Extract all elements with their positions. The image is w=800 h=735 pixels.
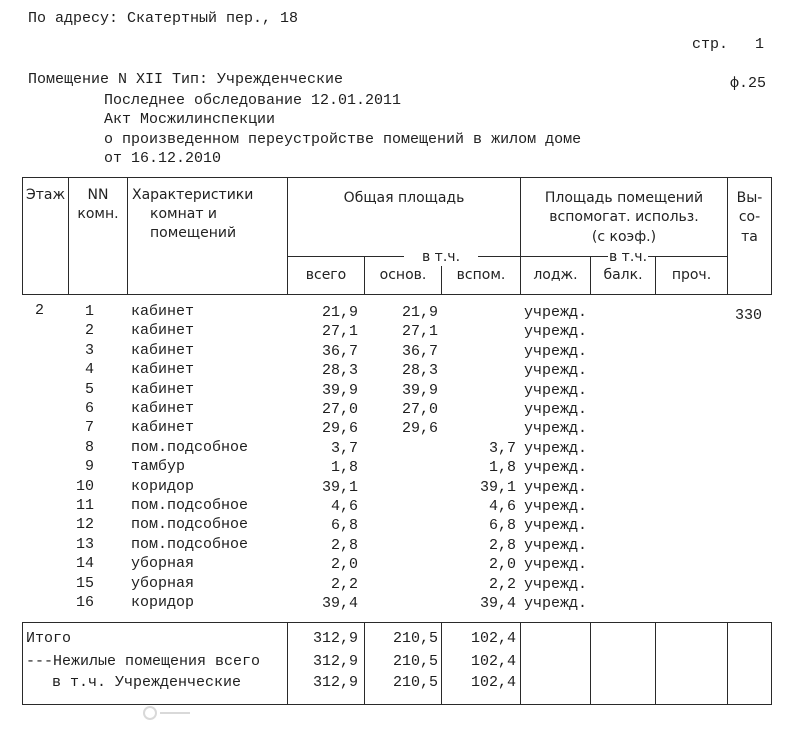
area-total: 2,8 — [330, 537, 358, 554]
totals-area-main: 210,5 — [392, 674, 438, 691]
col-height-3: та — [741, 229, 758, 245]
col-incl-1: в т.ч. — [404, 248, 478, 266]
area-aux: 2,0 — [488, 556, 516, 573]
last-inspection: Последнее обследование 12.01.2011 — [104, 92, 402, 109]
room-name: пом.подсобное — [131, 516, 249, 533]
area-main: 36,7 — [401, 343, 438, 360]
room-name: пом.подсобное — [131, 536, 249, 553]
area-aux: 2,2 — [488, 576, 516, 593]
room-name: кабинет — [131, 361, 195, 378]
floor-value: 2 — [35, 302, 45, 319]
room-number: 10 — [75, 478, 94, 495]
room-number: 9 — [84, 458, 94, 475]
area-aux: 1,8 — [488, 459, 516, 476]
area-aux: 3,7 — [488, 440, 516, 457]
totals-label: Итого — [26, 630, 72, 647]
col-total-area: Общая площадь — [343, 190, 465, 206]
area-aux: 39,1 — [479, 479, 516, 496]
totals-label: ---Нежилые помещения всего — [26, 653, 261, 670]
room-type: учрежд. — [524, 343, 588, 360]
room-name: коридор — [131, 594, 195, 611]
form-code: ф.25 — [730, 75, 767, 92]
col-balcony: балк. — [603, 267, 643, 283]
totals-area-main: 210,5 — [392, 653, 438, 670]
area-main: 28,3 — [401, 362, 438, 379]
room-type: учрежд. — [524, 517, 588, 534]
col-other: проч. — [671, 267, 712, 283]
col-aux: вспом. — [456, 267, 506, 283]
area-total: 29,6 — [321, 420, 358, 437]
room-type: учрежд. — [524, 537, 588, 554]
totals-area-aux: 102,4 — [470, 674, 516, 691]
room-number: 2 — [84, 322, 94, 339]
room-name: кабинет — [131, 303, 195, 320]
col-loggia: лодж. — [533, 267, 578, 283]
area-main: 29,6 — [401, 420, 438, 437]
room-number: 8 — [84, 439, 94, 456]
area-total: 21,9 — [321, 304, 358, 321]
height-value: 330 — [735, 307, 763, 324]
room-type: учрежд. — [524, 304, 588, 321]
room-name: кабинет — [131, 400, 195, 417]
col-height-2: со- — [738, 209, 761, 225]
totals-area-aux: 102,4 — [470, 653, 516, 670]
area-total: 28,3 — [321, 362, 358, 379]
room-name: кабинет — [131, 342, 195, 359]
col-height-1: Вы- — [736, 190, 763, 206]
room-name: уборная — [131, 575, 195, 592]
area-aux: 4,6 — [488, 498, 516, 515]
col-main: основ. — [379, 267, 427, 283]
page-number: стр. 1 — [692, 36, 765, 53]
room-name: кабинет — [131, 419, 195, 436]
room-name: пом.подсобное — [131, 497, 249, 514]
col-aux-area-2: вспомогат. использ. — [549, 209, 699, 225]
area-total: 36,7 — [321, 343, 358, 360]
room-name: коридор — [131, 478, 195, 495]
area-aux: 39,4 — [479, 595, 516, 612]
room-number: 16 — [75, 594, 94, 611]
area-total: 27,0 — [321, 401, 358, 418]
area-total: 39,9 — [321, 382, 358, 399]
col-floor: Этаж — [25, 187, 66, 203]
room-type: учрежд. — [524, 595, 588, 612]
room-type: учрежд. — [524, 556, 588, 573]
room-type: учрежд. — [524, 576, 588, 593]
room-type: учрежд. — [524, 420, 588, 437]
act-subject: о произведенном переустройстве помещений в жилом доме — [104, 131, 582, 148]
room-type: учрежд. — [524, 459, 588, 476]
room-name: уборная — [131, 555, 195, 572]
room-type: учрежд. — [524, 362, 588, 379]
area-total: 4,6 — [330, 498, 358, 515]
area-total: 2,2 — [330, 576, 358, 593]
totals-area-total: 312,9 — [312, 674, 358, 691]
room-number: 1 — [84, 303, 94, 320]
area-total: 27,1 — [321, 323, 358, 340]
room-number: 11 — [75, 497, 94, 514]
room-type: учрежд. — [524, 382, 588, 399]
room-type: учрежд. — [524, 440, 588, 457]
room-type: учрежд. — [524, 498, 588, 515]
room-number: 14 — [75, 555, 94, 572]
room-number: 3 — [84, 342, 94, 359]
col-incl-2: в т.ч. — [608, 249, 648, 265]
col-aux-area-3: (с коэф.) — [591, 229, 657, 245]
room-number: 6 — [84, 400, 94, 417]
room-number: 12 — [75, 516, 94, 533]
col-char-2: комнат и — [150, 206, 218, 222]
col-room-no-2: комн. — [77, 206, 119, 222]
area-main: 27,0 — [401, 401, 438, 418]
premise-type: Помещение N XII Тип: Учрежденческие — [28, 71, 344, 88]
totals-area-aux: 102,4 — [470, 630, 516, 647]
totals-label: в т.ч. Учрежденческие — [52, 674, 242, 691]
area-aux: 6,8 — [488, 517, 516, 534]
totals-area-total: 312,9 — [312, 653, 358, 670]
area-main: 21,9 — [401, 304, 438, 321]
room-name: кабинет — [131, 322, 195, 339]
col-char-3: помещений — [150, 225, 237, 241]
area-aux: 2,8 — [488, 537, 516, 554]
room-type: учрежд. — [524, 323, 588, 340]
col-room-no-1: NN — [87, 187, 109, 203]
room-number: 15 — [75, 575, 94, 592]
area-total: 2,0 — [330, 556, 358, 573]
room-name: тамбур — [131, 458, 186, 475]
address-line: По адресу: Скатертный пер., 18 — [28, 10, 299, 27]
area-main: 27,1 — [401, 323, 438, 340]
col-aux-area-1: Площадь помещений — [544, 190, 704, 206]
area-main: 39,9 — [401, 382, 438, 399]
room-name: пом.подсобное — [131, 439, 249, 456]
area-total: 6,8 — [330, 517, 358, 534]
room-number: 7 — [84, 419, 94, 436]
act-date: от 16.12.2010 — [104, 150, 222, 167]
area-total: 39,1 — [321, 479, 358, 496]
area-total: 39,4 — [321, 595, 358, 612]
room-number: 5 — [84, 381, 94, 398]
col-char-1: Характеристики — [132, 187, 254, 203]
room-name: кабинет — [131, 381, 195, 398]
area-total: 1,8 — [330, 459, 358, 476]
totals-area-main: 210,5 — [392, 630, 438, 647]
watermark-logo — [10, 695, 250, 731]
room-number: 13 — [75, 536, 94, 553]
act-title: Акт Мосжилинспекции — [104, 111, 276, 128]
room-type: учрежд. — [524, 479, 588, 496]
room-number: 4 — [84, 361, 94, 378]
area-total: 3,7 — [330, 440, 358, 457]
col-all: всего — [305, 267, 347, 283]
totals-area-total: 312,9 — [312, 630, 358, 647]
room-type: учрежд. — [524, 401, 588, 418]
